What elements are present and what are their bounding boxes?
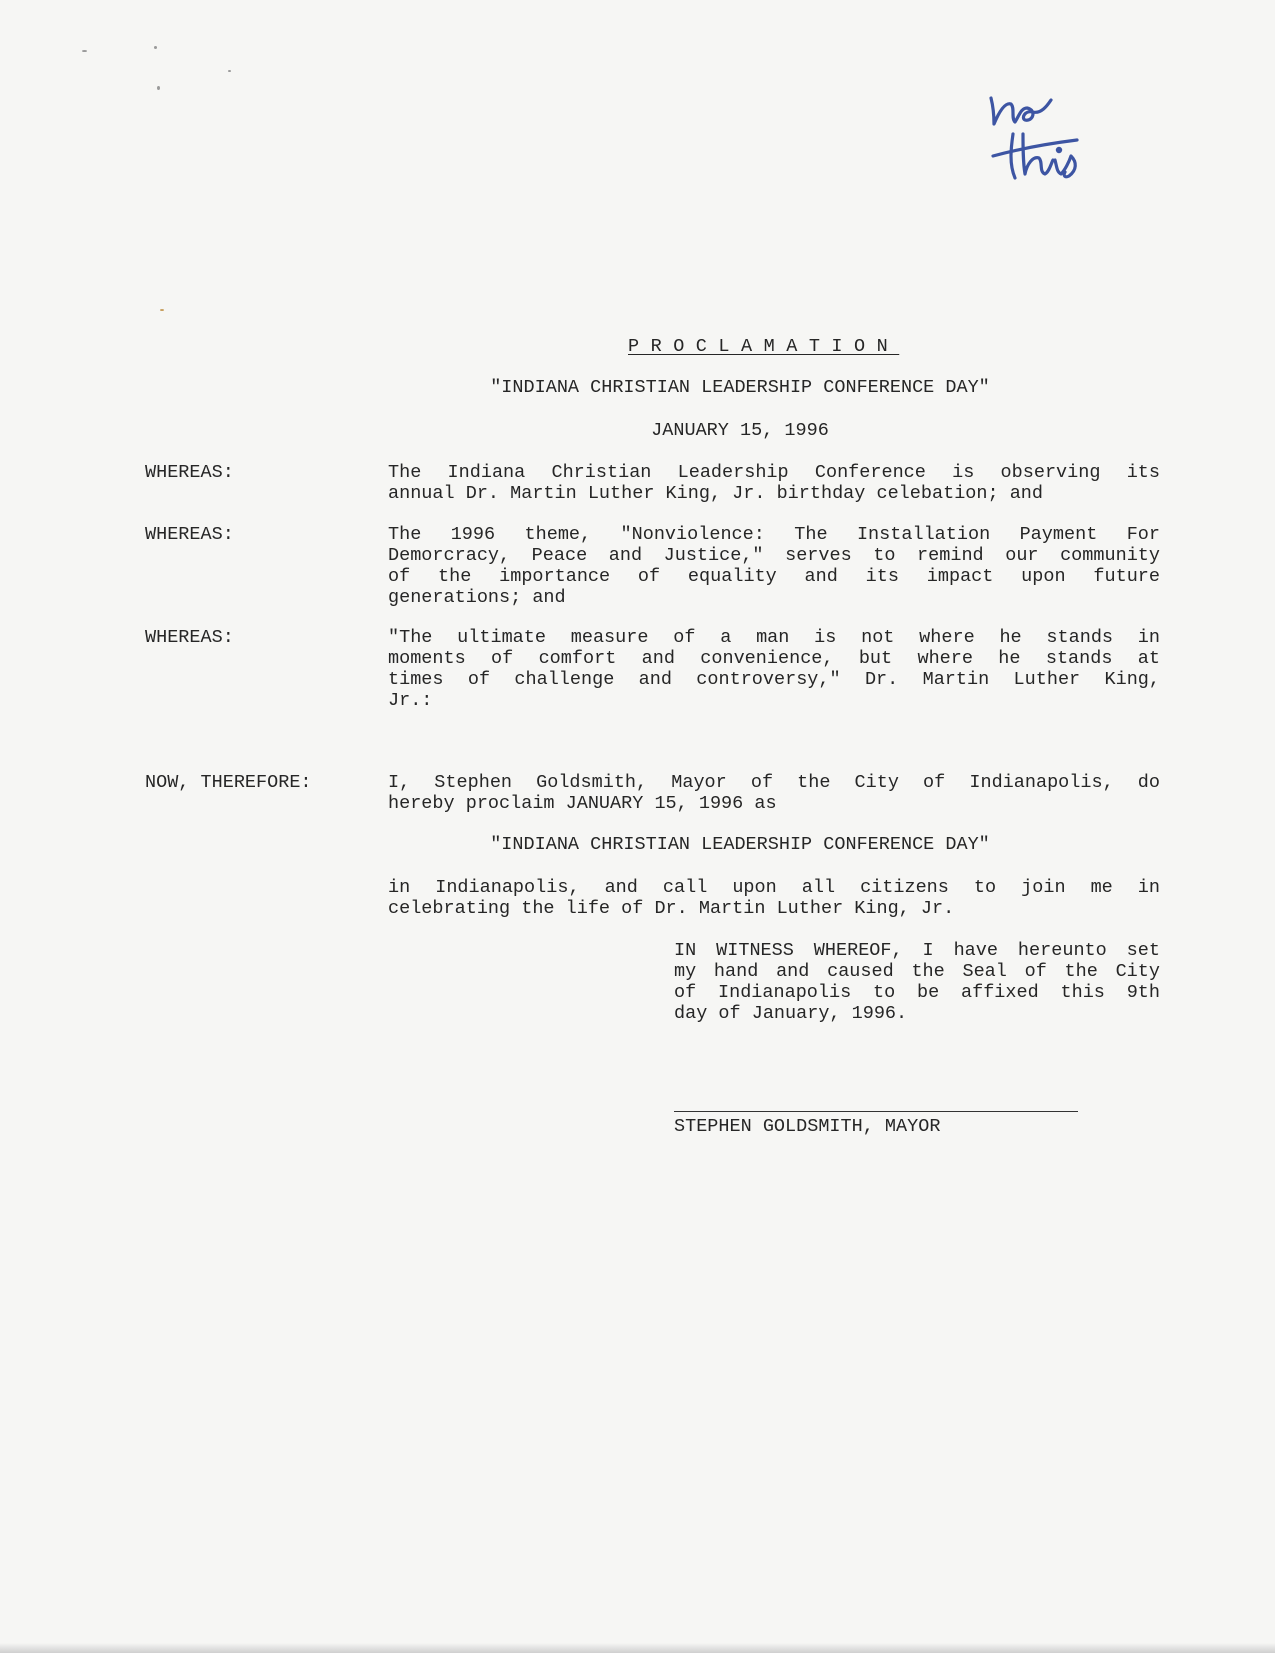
whereas-clause-1 [388,462,1160,504]
clause-line: Demorcracy, Peace and Justice," serves to remind our community [388,545,1160,566]
clause-line: annual Dr. Martin Luther King, Jr. birthday celebation; and [388,483,1044,504]
therefore-clause [388,772,1160,814]
paper-speck [154,46,157,49]
clause-line: generations; and [388,587,566,608]
clause-line: in Indianapolis, and call upon all citizens to join me in [388,877,1160,898]
subtitle: "INDIANA CHRISTIAN LEADERSHIP CONFERENCE DAY" [490,377,990,398]
page-title: PROCLAMATION [628,336,900,357]
proclaimed-day: "INDIANA CHRISTIAN LEADERSHIP CONFERENCE DAY" [490,834,990,855]
page-bottom-edge [0,1643,1275,1653]
clause-line: times of challenge and controversy," Dr. Martin Luther King, [388,669,1160,690]
clause-line: moments of comfort and convenience, but where he stands at [388,648,1160,669]
handwritten-annotation [985,78,1135,198]
clause-line: I, Stephen Goldsmith, Mayor of the City of Indianapolis, do [388,772,1160,793]
whereas-label: WHEREAS: [145,462,234,483]
clause-line: celebrating the life of Dr. Martin Luther King, Jr. [388,898,955,919]
handwriting-drawing [985,78,1135,198]
witness-line: of Indianapolis to be affixed this 9th [674,982,1160,1003]
whereas-label: WHEREAS: [145,627,234,648]
clause-line: Jr.: [388,690,433,711]
clause-line: hereby proclaim JANUARY 15, 1996 as [388,793,777,814]
witness-block [674,940,1160,1024]
clause-line: "The ultimate measure of a man is not where he stands in [388,627,1160,648]
proclamation-date: JANUARY 15, 1996 [651,420,829,441]
therefore-label: NOW, THEREFORE: [145,772,312,793]
paper-speck [157,86,160,90]
signature-name: STEPHEN GOLDSMITH, MAYOR [674,1116,941,1137]
whereas-clause-2 [388,524,1160,608]
paper-speck [228,70,231,72]
whereas-label: WHEREAS: [145,524,234,545]
paper-speck [82,50,87,52]
whereas-clause-3 [388,627,1160,711]
paper-speck [160,309,164,311]
closing-clause [388,877,1160,919]
clause-line: The Indiana Christian Leadership Conference is observing its [388,462,1160,483]
signature-line [674,1111,1078,1112]
witness-line: my hand and caused the Seal of the City [674,961,1160,982]
clause-line: of the importance of equality and its impact upon future [388,566,1160,587]
witness-line: day of January, 1996. [674,1003,908,1024]
witness-line: IN WITNESS WHEREOF, I have hereunto set [674,940,1160,961]
clause-line: The 1996 theme, "Nonviolence: The Installation Payment For [388,524,1160,545]
